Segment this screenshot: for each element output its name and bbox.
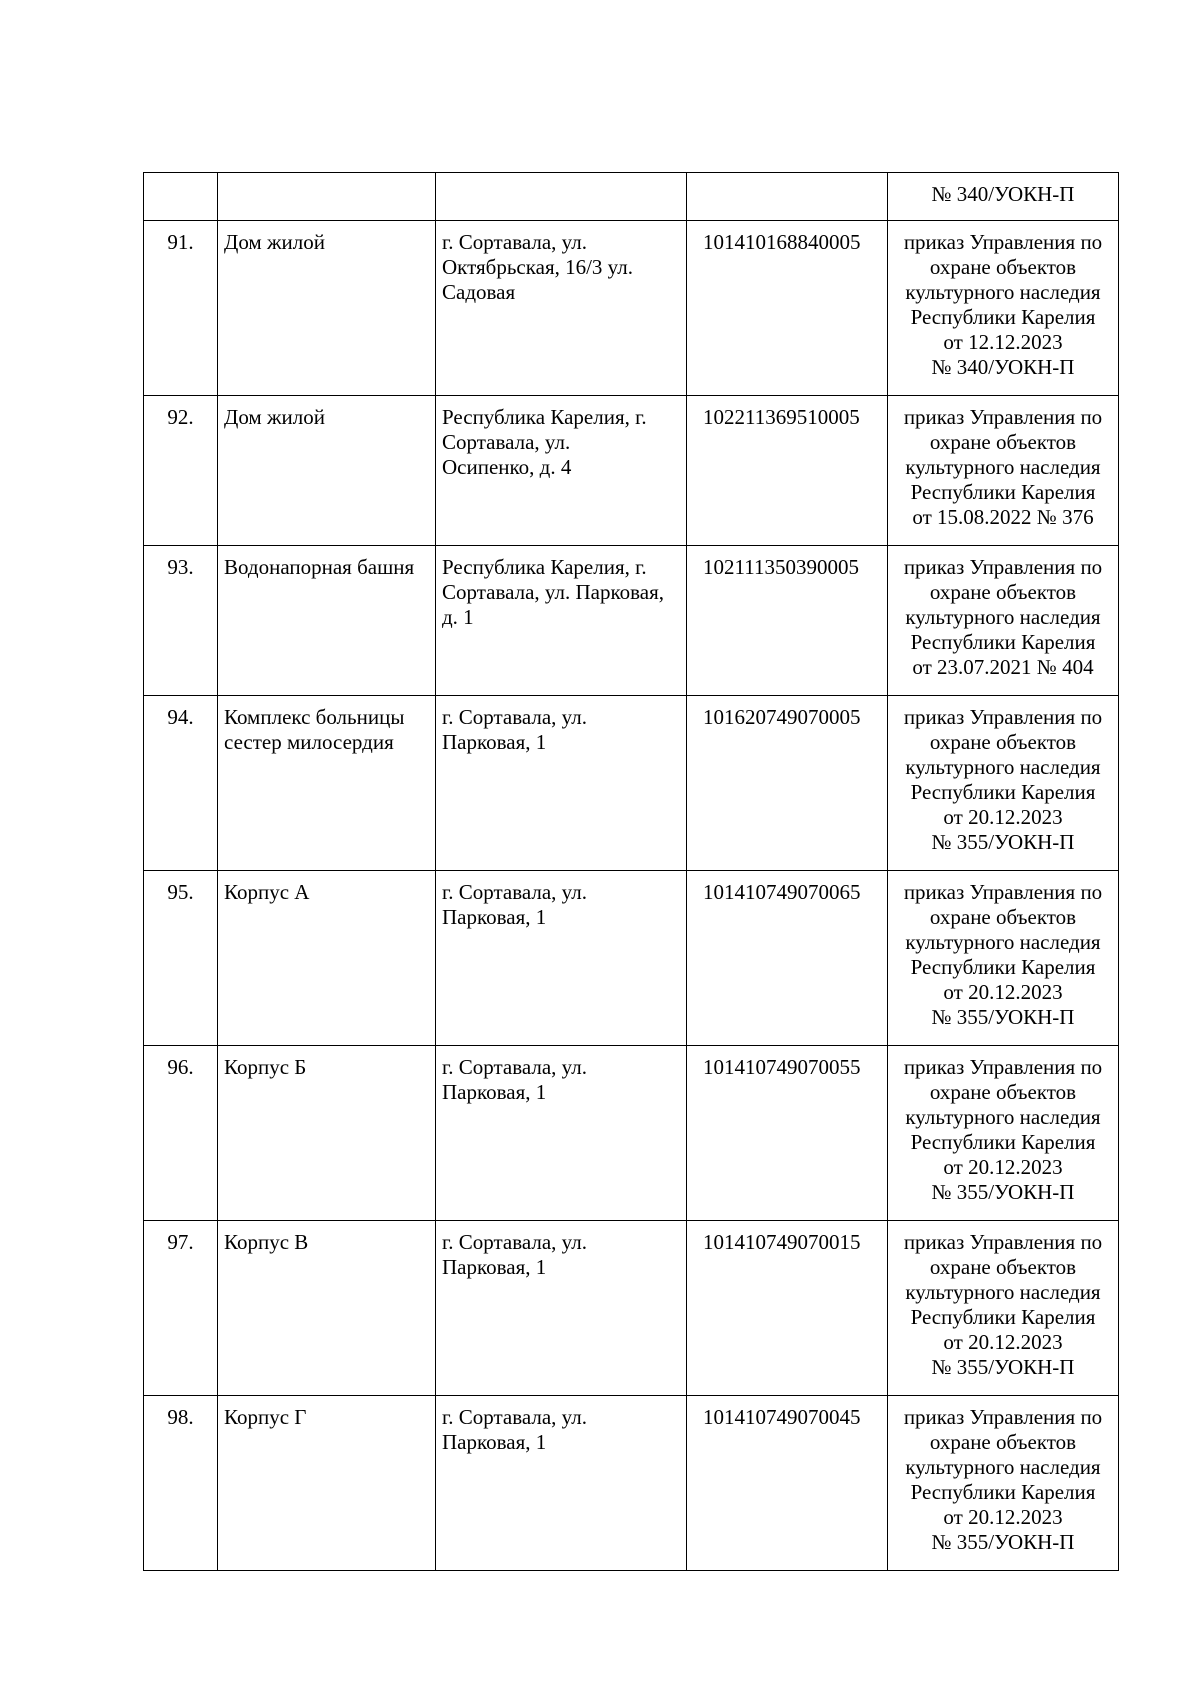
document-line: охране объектов [929,430,1077,454]
document-line: № 340/УОКН-П [931,355,1075,379]
table-row [144,871,1119,1046]
address-line: Парковая, 1 [442,1430,547,1454]
object-name-cell: Дом жилой [218,396,436,546]
registration-number-cell: 101410749070045 [687,1396,888,1571]
document-line: от 20.12.2023 [943,805,1063,829]
registration-number-cell: 101410749070055 [687,1046,888,1221]
table-body [144,173,1119,1571]
object-name-cell: Корпус А [218,871,436,1046]
document-line: охране объектов [929,1430,1077,1454]
document-line: культурного наследия [905,1280,1101,1304]
address-line: Парковая, 1 [442,730,547,754]
document-cell [888,396,1119,546]
address-cell [436,173,687,221]
row-number-cell: 97. [144,1221,218,1396]
table-row-continuation [144,173,1119,221]
address-cell [436,396,687,546]
registration-number-cell: 102111350390005 [687,546,888,696]
document-line: № 340/УОКН-П [931,182,1075,206]
document-line: от 20.12.2023 [943,980,1063,1004]
document-line: от 20.12.2023 [943,1505,1063,1529]
document-cell [888,871,1119,1046]
document-cell [888,1046,1119,1221]
document-line: культурного наследия [905,605,1101,629]
object-name-cell: Корпус Г [218,1396,436,1571]
document-line: от 20.12.2023 [943,1330,1063,1354]
address-line: Сортавала, ул. [442,430,571,454]
document-line: культурного наследия [905,1105,1101,1129]
document-line: Республики Карелия [910,630,1096,654]
document-line: культурного наследия [905,280,1101,304]
address-line: Республика Карелия, г. [442,555,647,579]
object-name-cell: Корпус Б [218,1046,436,1221]
address-line: Октябрьская, 16/3 ул. [442,255,633,279]
address-line: Республика Карелия, г. [442,405,647,429]
document-line: Республики Карелия [910,305,1096,329]
document-line: культурного наследия [905,1455,1101,1479]
document-line: культурного наследия [905,455,1101,479]
address-line: г. Сортавала, ул. [442,880,587,904]
document-line: Республики Карелия [910,1305,1096,1329]
address-cell [436,696,687,871]
address-line: г. Сортавала, ул. [442,230,587,254]
address-line: г. Сортавала, ул. [442,1405,587,1429]
address-line: Парковая, 1 [442,1255,547,1279]
table-row [144,1221,1119,1396]
table-row [144,396,1119,546]
registration-number-cell: 101410749070065 [687,871,888,1046]
document-line: Республики Карелия [910,480,1096,504]
document-line: от 12.12.2023 [943,330,1063,354]
document-line: приказ Управления по [903,555,1103,579]
address-line: Садовая [442,280,516,304]
document-line: приказ Управления по [903,705,1103,729]
document-cell [888,173,1119,221]
document-line: приказ Управления по [903,1405,1103,1429]
document-line: от 15.08.2022 № 376 [912,505,1094,529]
address-cell [436,1046,687,1221]
table-row [144,1046,1119,1221]
row-number-cell [144,173,218,221]
table-row [144,696,1119,871]
document-cell [888,1221,1119,1396]
row-number-cell: 92. [144,396,218,546]
row-number-cell: 96. [144,1046,218,1221]
document-line: охране объектов [929,580,1077,604]
document-line: от 23.07.2021 № 404 [912,655,1094,679]
address-line: г. Сортавала, ул. [442,1055,587,1079]
document-line: № 355/УОКН-П [931,1530,1075,1554]
registration-number-cell [687,173,888,221]
document-line: Республики Карелия [910,1130,1096,1154]
document-line: Республики Карелия [910,1480,1096,1504]
row-number-cell: 93. [144,546,218,696]
address-line: д. 1 [442,605,474,629]
heritage-objects-table [143,172,1119,1571]
address-line: Парковая, 1 [442,1080,547,1104]
document-cell [888,1396,1119,1571]
document-line: № 355/УОКН-П [931,1355,1075,1379]
address-line: Парковая, 1 [442,905,547,929]
table-row [144,221,1119,396]
document-line: приказ Управления по [903,1055,1103,1079]
document-line: культурного наследия [905,930,1101,954]
address-cell [436,546,687,696]
registration-number-cell: 101410168840005 [687,221,888,396]
address-line: Осипенко, д. 4 [442,455,572,479]
document-line: охране объектов [929,1255,1077,1279]
document-line: от 20.12.2023 [943,1155,1063,1179]
row-number-cell: 91. [144,221,218,396]
address-line: Сортавала, ул. Парковая, [442,580,664,604]
address-cell [436,1221,687,1396]
registration-number-cell: 102211369510005 [687,396,888,546]
document-line: культурного наследия [905,755,1101,779]
address-line: г. Сортавала, ул. [442,1230,587,1254]
document-line: охране объектов [929,730,1077,754]
registration-number-cell: 101410749070015 [687,1221,888,1396]
table-row [144,1396,1119,1571]
document-line: приказ Управления по [903,405,1103,429]
document-line: охране объектов [929,255,1077,279]
address-cell [436,871,687,1046]
address-line: г. Сортавала, ул. [442,705,587,729]
row-number-cell: 95. [144,871,218,1046]
document-line: приказ Управления по [903,1230,1103,1254]
address-cell [436,221,687,396]
document-line: № 355/УОКН-П [931,830,1075,854]
address-cell [436,1396,687,1571]
document-cell [888,546,1119,696]
document-line: Республики Карелия [910,780,1096,804]
document-line: охране объектов [929,905,1077,929]
document-line: № 355/УОКН-П [931,1005,1075,1029]
document-cell [888,696,1119,871]
document-line: приказ Управления по [903,230,1103,254]
document-line: охране объектов [929,1080,1077,1104]
document-line: № 355/УОКН-П [931,1180,1075,1204]
row-number-cell: 94. [144,696,218,871]
table-row [144,546,1119,696]
row-number-cell: 98. [144,1396,218,1571]
object-name-cell: Дом жилой [218,221,436,396]
document-line: Республики Карелия [910,955,1096,979]
document-cell [888,221,1119,396]
object-name-cell: Корпус В [218,1221,436,1396]
document-line: приказ Управления по [903,880,1103,904]
object-name-cell: Комплекс больницы сестер милосердия [218,696,436,871]
object-name-cell [218,173,436,221]
object-name-cell: Водонапорная башня [218,546,436,696]
registration-number-cell: 101620749070005 [687,696,888,871]
